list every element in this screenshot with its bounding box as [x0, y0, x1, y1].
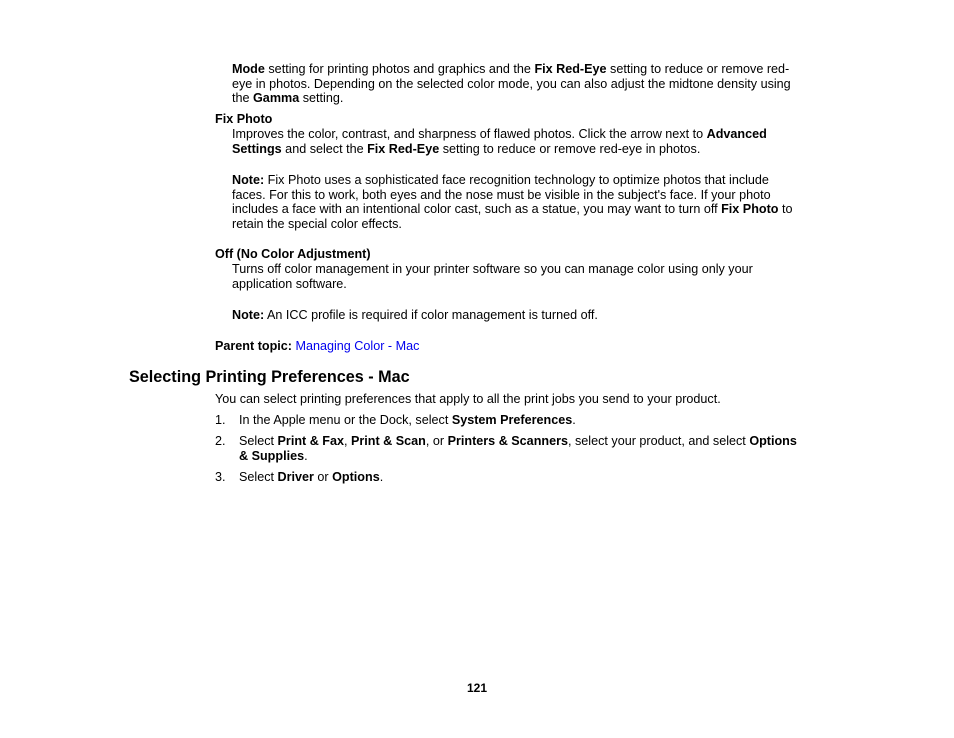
fix-photo-desc-line-2: Settings and select the Fix Red-Eye setting to reduce or remove red-eye in photos. — [232, 141, 701, 156]
fix-photo-note-line-4: retain the special color effects. — [232, 216, 402, 231]
section-intro: You can select printing preferences that apply to all the print jobs you send to your product. — [215, 392, 721, 406]
parent-topic-label: Parent topic: — [215, 339, 292, 353]
intro-line-2: eye in photos. Depending on the selected color mode, you can also adjust the midtone density using — [232, 76, 791, 91]
fix-photo-note-line-2: faces. For this to work, both eyes and the nose must be visible in the subject's face. If your photo — [232, 187, 771, 202]
step-2-number: 2. — [215, 434, 226, 448]
fix-photo-term: Fix Photo — [215, 112, 273, 126]
off-no-color-description — [232, 262, 822, 291]
fix-photo-note-line-1: Note: Fix Photo uses a sophisticated face recognition technology to optimize photos that include — [232, 173, 769, 187]
off-desc-line-2: application software. — [232, 276, 347, 291]
intro-line-3: the Gamma setting. — [232, 91, 344, 106]
step-1-text: In the Apple menu or the Dock, select System Preferences. — [239, 413, 576, 427]
step-2-line-2: & Supplies. — [239, 448, 308, 463]
off-no-color-note: Note: An ICC profile is required if color management is turned off. — [232, 308, 598, 322]
page-number: 121 — [466, 681, 488, 695]
step-2-line-1: Select Print & Fax, Print & Scan, or Printers & Scanners, select your product, and select Options — [239, 434, 797, 448]
fix-photo-desc-line-1: Improves the color, contrast, and sharpness of flawed photos. Click the arrow next to Advanced — [232, 127, 767, 141]
step-1-number: 1. — [215, 413, 226, 427]
managing-color-link[interactable]: Managing Color — [295, 339, 385, 353]
step-2-text — [239, 434, 829, 463]
section-heading: Selecting Printing Preferences - Mac — [129, 368, 410, 386]
off-desc-line-1: Turns off color management in your printer software so you can manage color using only your — [232, 262, 753, 276]
step-3-text: Select Driver or Options. — [239, 470, 384, 484]
fix-photo-note — [232, 173, 822, 231]
intro-line-1: Mode setting for printing photos and graphics and the Fix Red-Eye setting to reduce or remove red- — [232, 62, 790, 76]
parent-topic-separator: - — [384, 339, 396, 353]
off-no-color-term: Off (No Color Adjustment) — [215, 247, 371, 261]
intro-paragraph — [232, 62, 822, 106]
fix-photo-note-line-3: includes a face with an intentional color cast, such as a statue, you may want to turn off Fix Photo to — [232, 202, 793, 217]
step-3-number: 3. — [215, 470, 226, 484]
mac-link[interactable]: Mac — [395, 339, 420, 353]
fix-photo-description — [232, 127, 822, 156]
parent-topic — [215, 339, 419, 354]
